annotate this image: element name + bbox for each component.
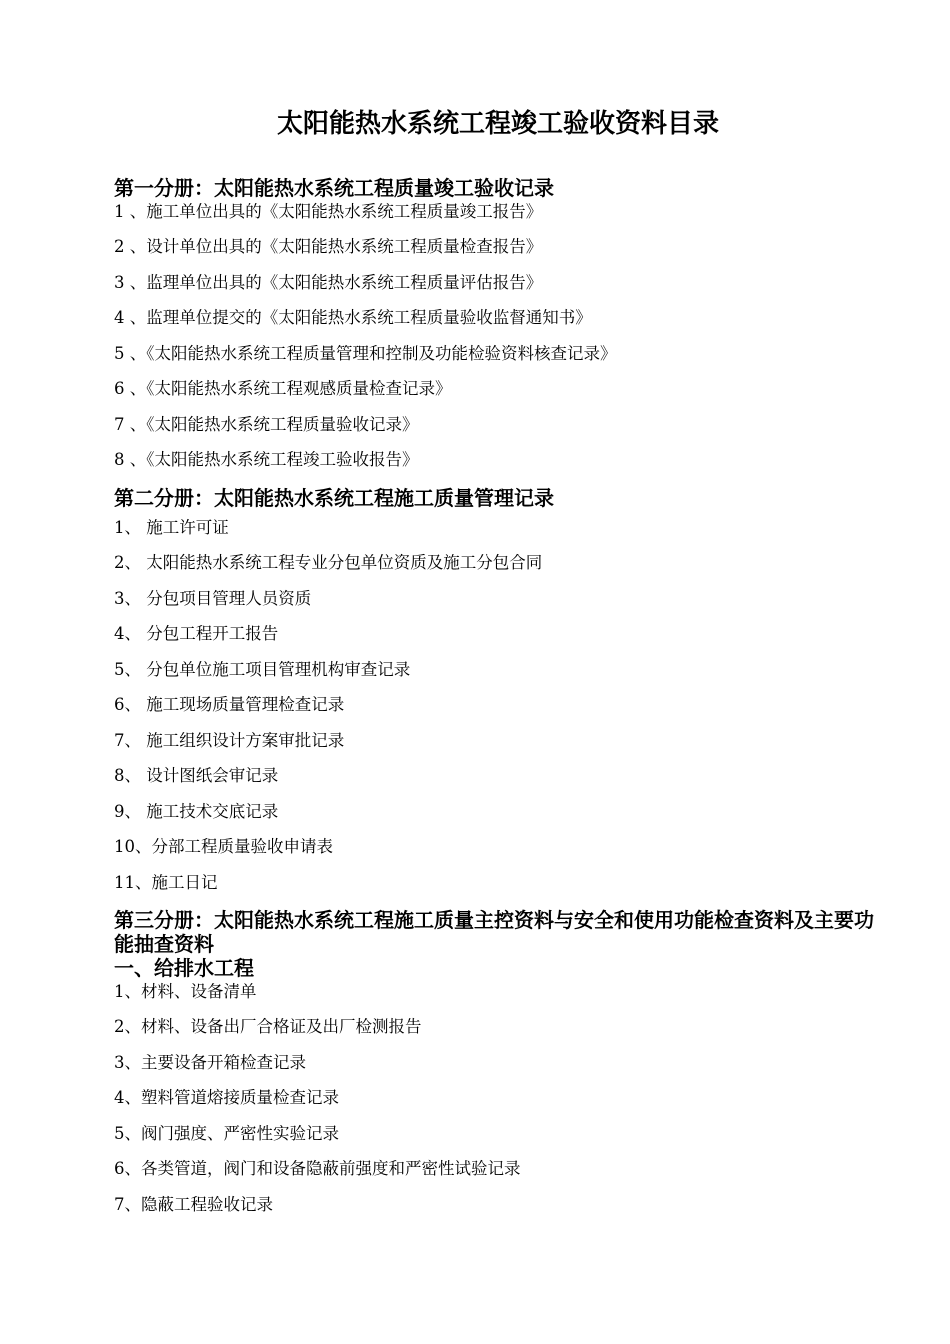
volume-1-item-list: [114, 200, 884, 478]
list-item: 4 、监理单位提交的《太阳能热水系统工程质量验收监督通知书》: [114, 308, 592, 327]
volume-2: [114, 478, 884, 901]
list-item: 1、 施工许可证: [114, 517, 229, 537]
list-item: 6、各类管道，阀门和设备隐蔽前强度和严密性试验记录: [114, 1159, 521, 1178]
list-item: 4、塑料管道熔接质量检查记录: [114, 1088, 339, 1107]
list-item: 3、主要设备开箱检查记录: [114, 1052, 306, 1072]
document-title: 太阳能热水系统工程竣工验收资料目录: [276, 109, 719, 139]
volume-3: [114, 900, 884, 1222]
list-item: 10、分部工程质量验收申请表: [114, 837, 333, 856]
list-item: 6、 施工现场质量管理检查记录: [114, 695, 345, 714]
list-item: 3 、监理单位出具的《太阳能热水系统工程质量评估报告》: [114, 272, 543, 292]
list-item: 2、材料、设备出厂合格证及出厂检测报告: [114, 1017, 422, 1036]
list-item: 5、阀门强度、严密性实验记录: [114, 1123, 339, 1143]
list-item: 5、 分包单位施工项目管理机构审查记录: [114, 659, 411, 679]
document-body: [114, 168, 884, 1222]
volume-1-heading: 第一分册：太阳能热水系统工程质量竣工验收记录: [114, 176, 554, 200]
list-item: 9、 施工技术交底记录: [114, 801, 279, 821]
list-item: 1 、施工单位出具的《太阳能热水系统工程质量竣工报告》: [114, 202, 543, 221]
list-item: 11、施工日记: [114, 872, 218, 892]
list-item: 5 、《太阳能热水系统工程质量管理和控制及功能检验资料核查记录》: [114, 343, 617, 363]
volume-2-heading: 第二分册：太阳能热水系统工程施工质量管理记录: [114, 485, 554, 510]
volume-3-heading: 第三分册：太阳能热水系统工程施工质量主控资料与安全和使用功能检查资料及主要功能抽查资料: [114, 908, 874, 956]
list-item: 2 、设计单位出具的《太阳能热水系统工程质量检查报告》: [114, 237, 543, 256]
list-item: 8 、《太阳能热水系统工程竣工验收报告》: [114, 450, 419, 469]
list-item: 4、 分包工程开工报告: [114, 624, 279, 643]
list-item: 6 、《太阳能热水系统工程观感质量检查记录》: [114, 379, 452, 398]
volume-1: [114, 168, 884, 478]
list-item: 3、 分包项目管理人员资质: [114, 588, 312, 608]
volume-2-item-list: [114, 510, 884, 901]
list-item: 8、 设计图纸会审记录: [114, 766, 279, 785]
list-item: 7、隐蔽工程验收记录: [114, 1194, 273, 1214]
volume-3-item-list: [114, 980, 884, 1222]
list-item: 1、材料、设备清单: [114, 982, 257, 1001]
list-item: 7 、《太阳能热水系统工程质量验收记录》: [114, 414, 419, 434]
volume-3-subheading: 一、给排水工程: [114, 956, 254, 980]
list-item: 2、 太阳能热水系统工程专业分包单位资质及施工分包合同: [114, 553, 543, 572]
list-item: 7、 施工组织设计方案审批记录: [114, 730, 345, 750]
